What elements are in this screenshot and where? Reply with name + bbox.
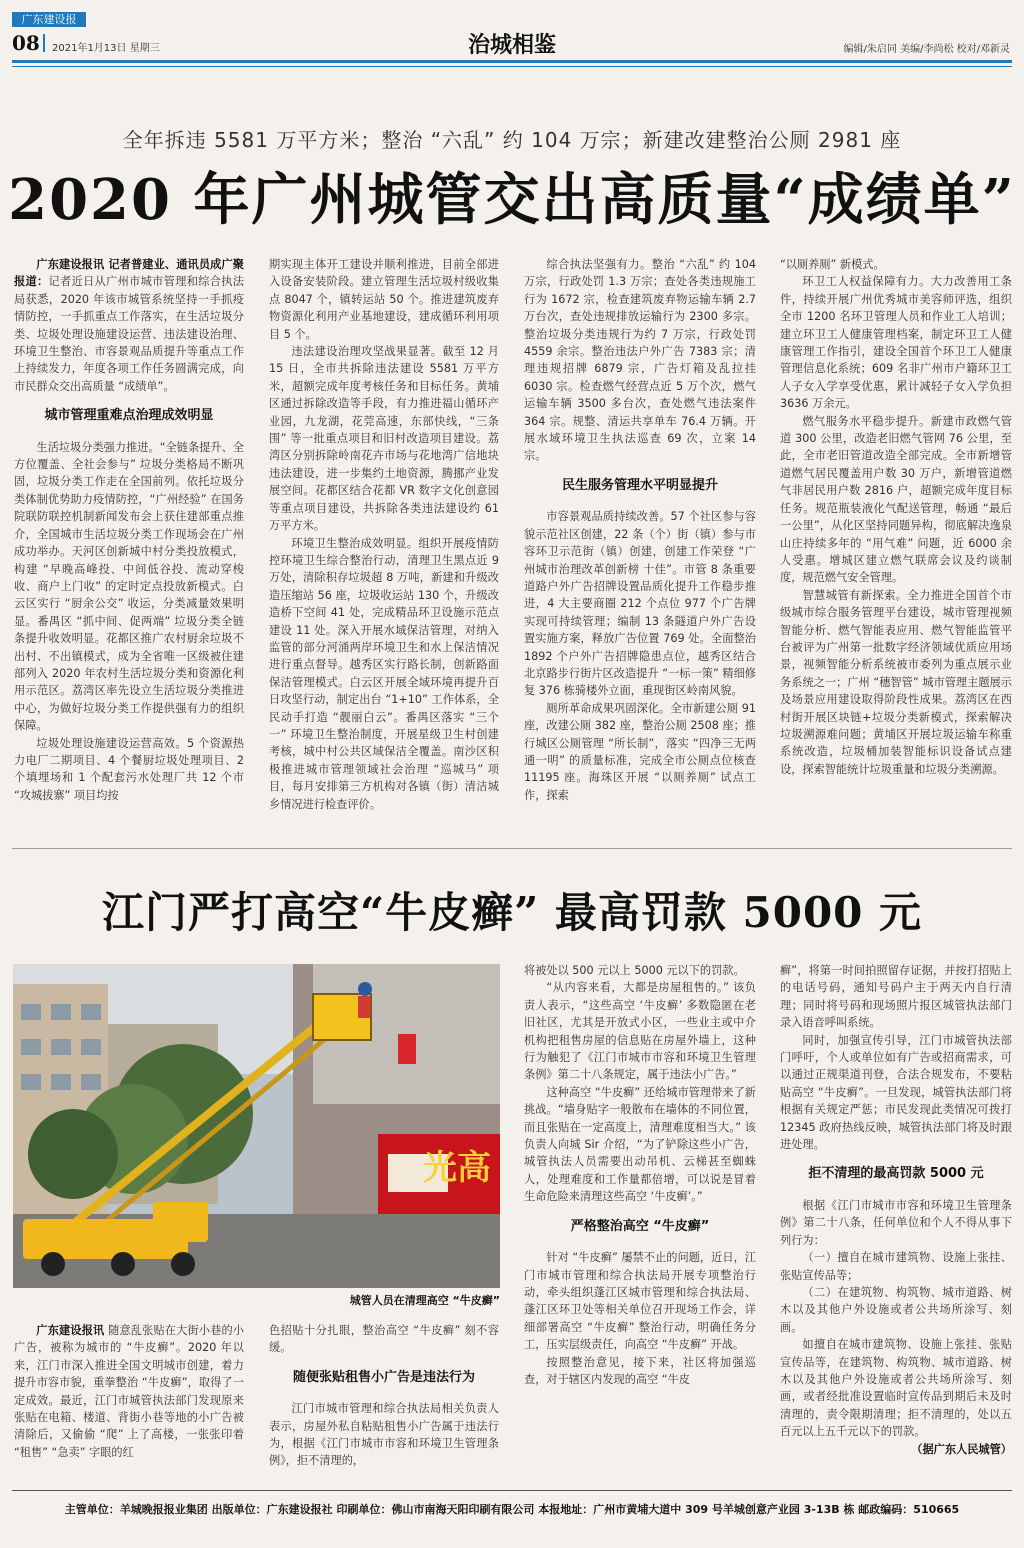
newspaper-logo: 广东建设报 — [12, 12, 86, 27]
header-rule — [12, 60, 1012, 63]
article2-subhead-3: 拒不清理的最高罚款 5000 元 — [808, 1166, 984, 1182]
article1-paragraph: 环卫工人权益保障有力。大力改善用工条件，持续开展广州优秀城市美容师评选，组织全市 1200 名环卫管理人员和作业工人培训；建立环卫工人健康管理档案，制定环卫工人健康管理工作指引，建设全国首个环卫工人健康管理信息化系统；609 名非广州市户籍环卫工人子女入学享受优惠，累计减轻子女入学负担 3636 万余元。 — [780, 275, 1012, 411]
article-separator — [12, 848, 1012, 849]
article2-paragraph: 根据《江门市城市市容和环境卫生管理条例》第二十八条，任何单位和个人不得从事下列行为： — [780, 1198, 1012, 1247]
article1-paragraph: 违法建设治理攻坚战果显著。截至 12 月 15 日，全市共拆除违法建设 5581 万平方米，超额完成年度考核任务和目标任务。黄埔区通过拆除改造等手段，有力推进福山循环产业园，九龙湖，花莞高速，东部快线，“三条围” 等一批重点项目和旧村改造项目建设。荔湾区分别拆除岭南花卉市场与花地湾广信地块违法建设，进一步集约土地资源，腾挪产业发展空间。花都区结合花都 VR 数字文化创意园等重点项目建设，共拆除各类违法建设约 61 万平方米。 — [269, 345, 499, 533]
article1-paragraph: 市容景观品质持续改善。57 个社区参与容貌示范社区创建，22 条（个）街（镇）参与市容环卫示范街（镇）创建，创建工作荣登 “广州城市治理改革创新榜 十佳”。市管 8 条重要道路户外广告招牌设置品质化提升工作稳步推进，4 大主要商圈 212 个点位 977 个广告牌实现可持续管理；编制 13 条隧道户外广告设置实施方案，释放广告位置 769 处。全面整治 1892 个户外广告招牌隐患点位，越秀区结合北京路步行街片区改造提升 “一标一策” 精细修复 376 栋骑楼外立面，重现街区岭南风貌。 — [524, 510, 756, 698]
article2-paragraph: 江门市城市管理和综合执法局相关负责人表示，房屋外私自粘贴租售小广告属于违法行为，根据《江门市城市市容和环境卫生管理条例》，拒不清理的， — [269, 1402, 499, 1468]
editor-credits: 编辑/朱启同 美编/李尚松 校对/邓新灵 — [843, 44, 1010, 55]
article2-photo — [13, 964, 500, 1288]
article2-column-2 — [269, 1322, 499, 1482]
article2-paragraph: 如擅自在城市建筑物、设施上张挂、张贴宣传品等，在建筑物、构筑物、城市道路、树木以及其他户外设施或者公共场所涂写、刻画，或者经批准设置临时宣传品到期后未及时清理的，责令限期清理；拒不清理的，处以五百元以上五千元以下的罚款。 — [780, 1338, 1012, 1439]
article1-paragraph: 生活垃圾分类强力推进。“全链条提升、全方位覆盖、全社会参与” 垃圾分类格局不断巩固，垃圾分类工作走在全国前列。依托垃圾分类体制优势助力疫情防控，“广州经验” 在国务院联防联控机制新闻发布会上获住建部重点推介，全国城市生活垃圾分类工作现场会在广州成功举办。天河区创新城中村分类投放模式，构建 “早晚高峰投、中间低谷投、流动穿梭收、商户上门收” 的定时定点投放新模式。白云区实行 “厨余公交” 收运，分类减量效果明显。番禺区 “抓中间、促两端” 垃圾分类全链条提升收效明显。花都区推广农村厨余垃圾不出村、不出镇模式，成为全省唯一区级被住建部列入 2020 年农村生活垃圾分类和资源化利用示范区。荔湾区率先设立生活垃圾分类推进中心，为做好垃圾分类工作提供强有力的组织保障。 — [14, 440, 244, 733]
article2-column-4 — [780, 962, 1012, 1482]
article1-paragraph: 智慧城管有新探索。全力推进全国首个市级城市综合服务管理平台建设，城市管理视频智能分析、燃气智能表应用、燃气智能监管平台被评为广州第一批数字经济领域优质应用场景，视频智能分析系统被市委列为重点展示业务系统之一；广州 “穗智管” 城市管理主题展示及场景应用建设取得阶段性成果。荔湾区在西村街开展区块链+垃圾分类新模式，探索解决垃圾溯源难问题；黄埔区开展垃圾运输车称重系统改造，垃圾桶加装智能标识设备试点建设，探索智能统计垃圾重量和垃圾分类溯源。 — [780, 588, 1012, 776]
article2-paragraph: 针对 “牛皮癣” 屡禁不止的问题，近日，江门市城市管理和综合执法局开展专项整治行动，牵头组织蓬江区城市管理和综合执法局、蓬江区环卫处等相关单位召开现场工作会，详细部署高空 “牛皮癣” 整治行动，明确任务分工，压实层级责任，向高空 “牛皮癣” 开战。 — [524, 1251, 756, 1352]
page-number: 08 — [12, 31, 40, 55]
article1-subhead-2: 民生服务管理水平明显提升 — [561, 477, 718, 493]
article2-paragraph: （一）擅自在城市建筑物、设施上张挂、张贴宣传品等； — [780, 1251, 1012, 1282]
article2-paragraph: “从内容来看，大都是房屋租售的。” 该负责人表示，“这些高空 ‘牛皮癣’ 多数隐匿在老旧社区，尤其是开放式小区，一些业主或中介机构把租售房屋的信息贴在房屋外墙上，这种行为触犯了《江门市城市市容和环境卫生管理条例》第二十八条规定，属于违法小广告。” — [524, 981, 756, 1082]
article1-lead: 记者近日从广州市城市管理和综合执法局获悉，2020 年该市城管系统坚持一手抓疫情防控，一手抓重点工作落实，在生活垃圾分类、垃圾处理设施建设运营、违法建设治理、环境卫生整治、市容景观品质提升等重点工作上持续发力，年度各项工作任务圆满完成，向市民群众交出高质量 “成绩单”。 — [14, 275, 244, 393]
article1-subtitle: 全年拆违 5581 万平方米；整治 “六乱” 约 104 万宗；新建改建整治公厕 2981 座 — [122, 128, 902, 152]
article2-lead: 随意乱张贴在大街小巷的小广告，被称为城市的 “牛皮癣”。2020 年以来，江门市深入推进全国文明城市创建，着力提升市容市貌，重拳整治 “牛皮癣”，取得了一定成效。最近，江门市城管执法部门发现原来张贴在电箱、楼道、背街小巷等地的小广告被清除后，又偷偷 “爬” 上了高楼，一张张印着 “租售” “急卖” 字眼的红 — [14, 1324, 244, 1459]
article1-headline: 2020 年广州城管交出高质量“成绩单” — [8, 167, 1016, 233]
article2-byline: 广东建设报讯 — [36, 1324, 105, 1337]
article1-column-1 — [14, 256, 244, 836]
article1-paragraph: 垃圾处理设施建设运营高效。5 个资源热力电厂二期项目、4 个餐厨垃圾处理项目、2 个填埋场和 1 个配套污水处理厂共 12 个市 “攻城拔寨” 项目均按 — [14, 736, 244, 802]
issue-date: 2021年1月13日 星期三 — [52, 43, 160, 54]
article2-paragraph: 这种高空 “牛皮癣” 还给城市管理带来了新挑战。“墙身贴字一般散布在墙体的不同位置，而且张贴在一定高度上，清理难度相当大。” 该负责人向城 Sir 介绍，“为了铲除这些小广告，城管执法人员需要出动吊机、云梯甚至蜘蛛人，处理难度和工作量都倍增，可以说是冒着生命危险来清理这些高空 ‘牛皮癣’。” — [524, 1085, 756, 1204]
article2-paragraph: 癣”，将第一时间拍照留存证据，并按打招贴上的电话号码，通知号码户主于两天内自行清理；同时将号码和现场照片报区城管执法部门录入语音呼叫系统。 — [780, 964, 1012, 1030]
article2-column-1 — [14, 1322, 244, 1482]
article1-paragraph: 厕所革命成果巩固深化。全市新建公厕 91 座，改建公厕 382 座，整治公厕 2508 座；推行城区公厕管理 “所长制”，落实 “四净三无两通一明” 的质量标准，完成全市公厕点位核查 11195 座。海珠区开展 “以厕养厕” 试点工作，探索 — [524, 701, 756, 802]
article2-paragraph: 色招贴十分扎眼，整治高空 “牛皮癣” 刻不容缓。 — [269, 1324, 499, 1355]
article1-column-3 — [524, 256, 756, 836]
shop-sign-text: 光高 — [423, 1148, 491, 1188]
header-rule-thin — [12, 66, 1012, 67]
article2-subhead-2: 严格整治高空 “牛皮癣” — [570, 1218, 710, 1234]
article1-paragraph: “以厕养厕” 新模式。 — [780, 258, 885, 271]
article2-paragraph: 将被处以 500 元以上 5000 元以下的罚款。 — [524, 964, 745, 977]
article1-column-2 — [269, 256, 499, 836]
footer-rule — [12, 1490, 1012, 1491]
article1-paragraph: 期实现主体开工建设并顺利推进，目前全部进入设备安装阶段。建立管理生活垃圾村级收集点 8047 个，镇转运站 50 个。推进建筑废弃物资源化利用产业基地建设，建成循环利用项目 5 个。 — [269, 258, 499, 341]
footer-publication-info: 主管单位：羊城晚报报业集团 出版单位：广东建设报社 印刷单位：佛山市南海天阳印刷有限公司 本报地址：广州市黄埔大道中 309 号羊城创意产业园 3-13B 栋 邮政编码：510665 — [64, 1503, 960, 1516]
article2-paragraph: 同时，加强宣传引导，江门市城管执法部门呼吁，个人或单位如有广告或招商需求，可以通过正规渠道刊登，合法合规发布，不要粘贴高空 “牛皮癣”。一旦发现，城管执法部门将根据有关规定严惩；市民发现此类情况可拨打 12345 政府热线反映，城管执法部门将及时跟进处理。 — [780, 1033, 1012, 1152]
photo-caption: 城管人员在清理高空 “牛皮癣” — [349, 1294, 500, 1307]
article2-headline: 江门严打高空“牛皮癣” 最高罚款 5000 元 — [101, 888, 923, 937]
article1-paragraph: 环境卫生整治成效明显。组织开展疫情防控环境卫生综合整治行动，清理卫生黑点近 9 万处，清除积存垃圾超 8 万吨，新建和升级改造压缩站 56 座，垃圾收运站 130 个，升级改造桥下空间 41 处，完成精品环卫设施示范点建设 11 处。深入开展水域保洁管理，对纳入监管的部分河涌两岸环境卫生和水上保洁情况进行重点督导。越秀区实行路长制，创新路面保洁管理模式。白云区开展全域环境再提升百日攻坚行动，制定出台 “1+10” 工作体系，全民动手打造 “靓丽白云”。番禺区落实 “三个一” 环境卫生整治制度，开展星级卫生村创建考核，城中村公共区域保洁全覆盖。南沙区积极推进城市管理领域社会治理 “巡城马” 项目，每月安排第三方机构对各镇（街）清洁城乡情况进行检查评价。 — [269, 536, 499, 811]
article2-subhead-1: 随便张贴租售小广告是违法行为 — [292, 1369, 475, 1385]
article2-paragraph: 按照整治意见，接下来，社区将加强巡查，对于辖区内发现的高空 “牛皮 — [524, 1355, 756, 1386]
article1-column-4 — [780, 256, 1012, 836]
article1-paragraph: 综合执法坚强有力。整治 “六乱” 约 104 万宗，行政处罚 1.3 万宗；查处各类违规施工行为 1672 宗，检查建筑废弃物运输车辆 2.7 万台次，查处违规排放运输行为 2300 多宗。整治垃圾分类违规行为约 7 万宗，行政处罚 4559 余宗。整治违法户外广告 7383 宗；清理违规招牌 6879 宗，广告灯箱及乱拉挂 6030 宗。检查燃气经营点近 5 万个次，燃气运输车辆 3500 多台次，查处燃气违法案件 364 宗。规整、清运共享单车 76.4 万辆。开展水域环境卫生执法巡查 69 次，立案 14 宗。 — [524, 258, 756, 463]
section-title: 治城相鉴 — [467, 33, 556, 58]
article1-paragraph: 燃气服务水平稳步提升。新建市政燃气管道 300 公里，改造老旧燃气管网 76 公里，至此，全市老旧管道改造全部完成。全市新增管道燃气居民覆盖用户数 30 万户，新增管道燃气非居民用户数 2816 户，超额完成年度目标任务。规范瓶装液化气配送管理，畅通 “最后一公里”，从化区坚持同题异构，彻底解决逸泉山庄持续多年的 “用气难” 问题，近 6000 余人受惠。增城区建立燃气联席会议及约谈制度，规范燃气安全管理。 — [780, 414, 1012, 585]
article2-source: （据广东人民城管） — [911, 1442, 1012, 1456]
article2-paragraph: （二）在建筑物、构筑物、城市道路、树木以及其他户外设施或者公共场所涂写、刻画。 — [780, 1285, 1012, 1334]
crane-cleaning-photo — [13, 964, 500, 1288]
article1-subhead-1: 城市管理重难点治理成效明显 — [44, 408, 214, 424]
article1-byline: 广东建设报讯 记者普建业、通讯员成广聚报道： — [14, 258, 244, 289]
article2-column-3 — [524, 962, 756, 1482]
